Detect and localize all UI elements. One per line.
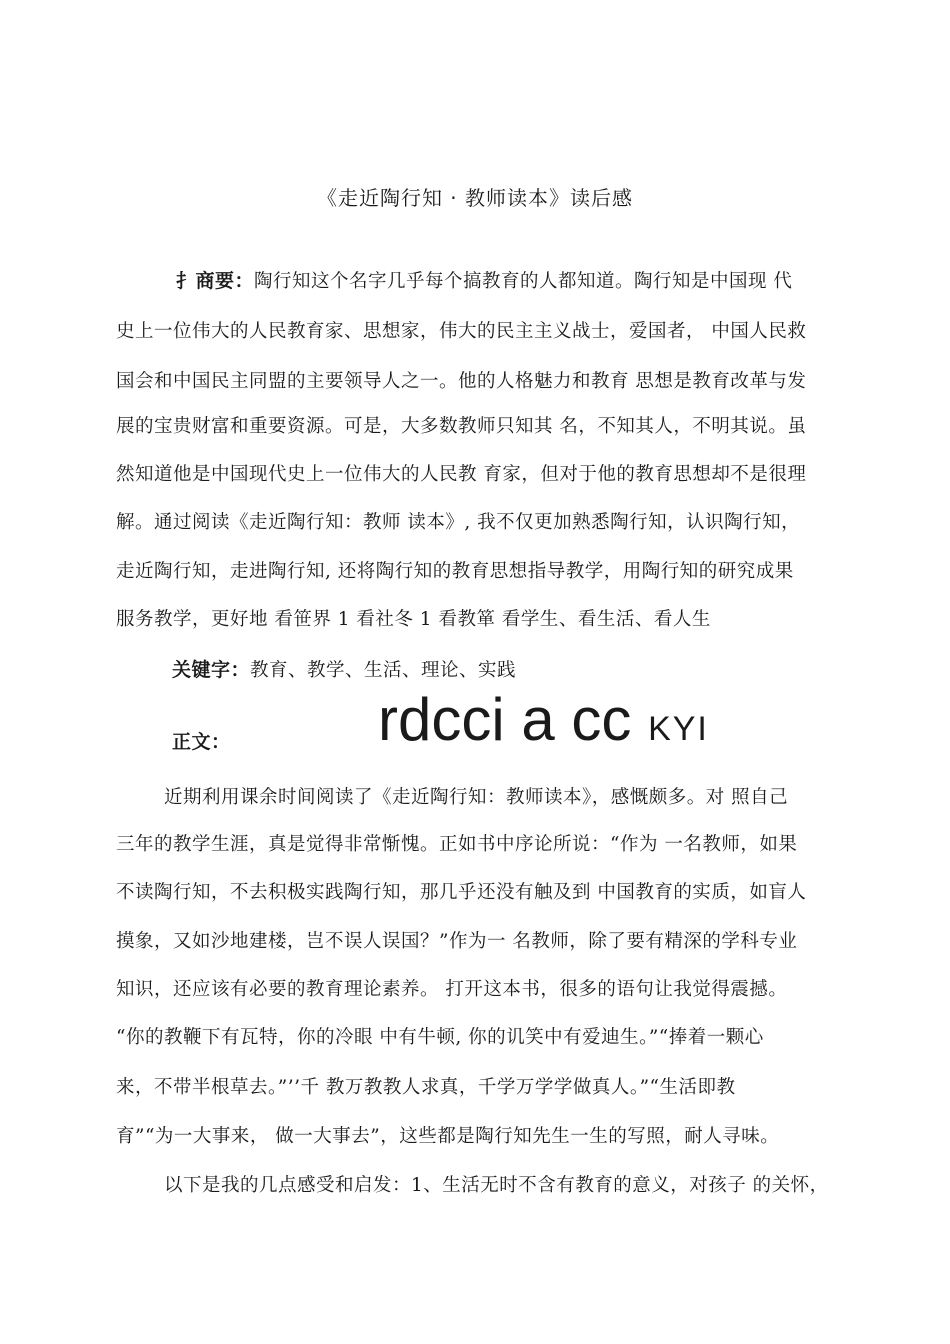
- body-line: 近期利用课余时间阅读了《走近陶行知：教师读本》，感慨颇多。对 照自己: [164, 787, 789, 808]
- body-label: 正文：: [172, 731, 231, 753]
- stray-small-text: KYI: [648, 710, 709, 748]
- abstract-line: 解。通过阅读《走近陶行知：教师 读本》, 我不仅更加熟悉陶行知，认识陶行知，: [116, 512, 801, 533]
- abstract-line: 然知道他是中国现代史上一位伟大的人民教 育家，但对于他的教育思想却不是很理: [116, 464, 807, 485]
- abstract-line: 服务教学，更好地 看笹界 1 看社冬 1 看教箪 看学生、看生活、看人生: [116, 609, 711, 630]
- keywords-text: 教育、教学、生活、理论、实践: [250, 660, 517, 681]
- abstract-line: 展的宝贵财富和重要资源。可是，大多数教师只知其 名，不知其人，不明其说。虽: [116, 416, 807, 437]
- body-line: 知识，还应该有必要的教育理论素养。 打开这本书，很多的语句让我觉得震撼。: [116, 979, 788, 1000]
- body-line: “你的教鞭下有瓦特，你的冷眼 中有牛顿, 你的讥笑中有爱迪生。”“捧着一颗心: [116, 1027, 764, 1048]
- abstract-line-1: [176, 266, 792, 293]
- keywords-label: 关键字：: [172, 659, 251, 681]
- document-title: 《走近陶行知 · 教师读本》读后感: [316, 186, 634, 210]
- body-line: 不读陶行知，不去积极实践陶行知，那几乎还没有触及到 中国教育的实质，如盲人: [116, 882, 807, 903]
- stray-large-text: rdcci a cc: [378, 686, 632, 753]
- body-line: 摸象，又如沙地建楼，岂不误人误国？”作为一 名教师，除了要有精深的学科专业: [116, 931, 798, 952]
- body-line: 以下是我的几点感受和启发：1、生活无时不含有教育的意义，对孩子 的关怀，: [164, 1175, 829, 1196]
- abstract-line: 走近陶行知，走进陶行知, 还将陶行知的教育思想指导教学，用陶行知的研究成果: [116, 561, 794, 582]
- body-line: 育”“为一大事来， 做一大事去”，这些都是陶行知先生一生的写照，耐人寻味。: [116, 1126, 780, 1147]
- keywords-line: [172, 655, 516, 682]
- abstract-text: 陶行知这个名字几乎每个搞教育的人都知道。陶行知是中国现 代: [254, 271, 793, 292]
- abstract-line: 国会和中国民主同盟的主要领导人之一。他的人格魅力和教育 思想是教育改革与发: [116, 371, 807, 392]
- stray-ocr-text: [378, 686, 709, 753]
- body-heading: [172, 727, 231, 754]
- abstract-line: 史上一位伟大的人民教育家、思想家，伟大的民主主义战士，爱国者， 中国人民救: [116, 321, 807, 342]
- abstract-label: 扌商要：: [176, 270, 255, 292]
- body-line: 来，不带半根草去。”’’千 教万教教人求真，千学万学学做真人。”“生活即教: [116, 1077, 736, 1098]
- body-line: 三年的教学生涯，真是觉得非常惭愧。正如书中序论所说：“作为 一名教师，如果: [116, 834, 798, 855]
